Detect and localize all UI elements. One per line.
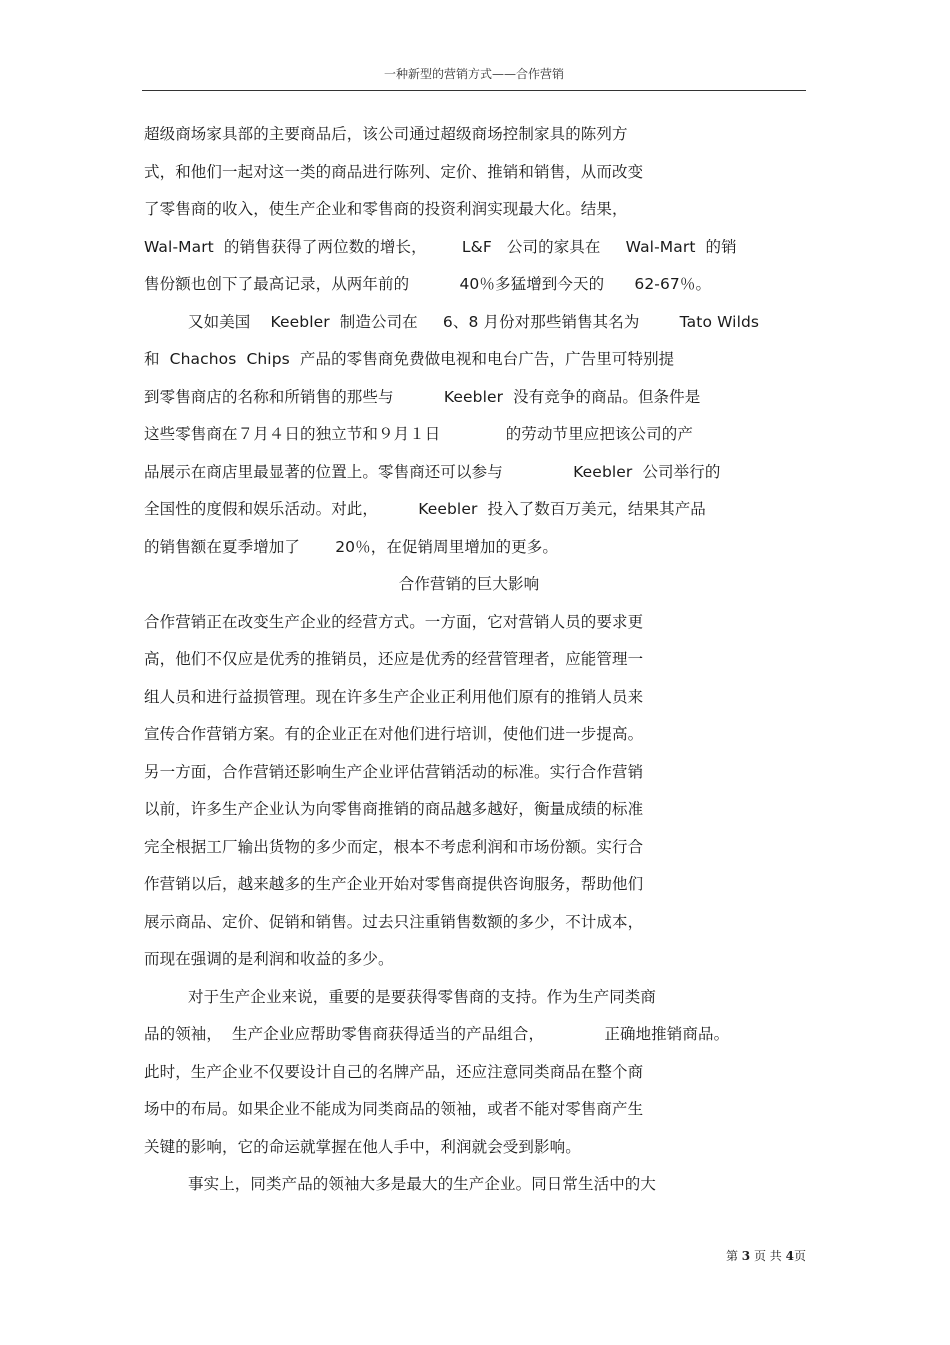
footer-suffix: 页 <box>793 1249 806 1263</box>
body-text-line: 另一方面，合作营销还影响生产企业评估营销活动的标准。实行合作营销 <box>144 762 644 781</box>
body-text-line: 而现在强调的是利润和收益的多少。 <box>144 950 394 968</box>
body-text-line: 对于生产企业来说，重要的是要获得零售商的支持。作为生产同类商 <box>188 987 657 1006</box>
page-footer <box>700 1247 806 1264</box>
body-text-line: 全国性的度假和娱乐活动。对此， Keebler 投入了数百万美元，结果其产品 <box>144 500 706 518</box>
footer-prefix: 第 <box>725 1249 738 1263</box>
body-text-line: 合作营销正在改变生产企业的经营方式。一方面，它对营销人员的要求更 <box>144 612 644 631</box>
body-text-line: 高，他们不仅应是优秀的推销员，还应是优秀的经营管理者，应能管理一 <box>144 650 644 668</box>
section-heading: 合作营销的巨大影响 <box>398 575 540 593</box>
body-text-line: 超级商场家具部的主要商品后，该公司通过超级商场控制家具的陈列方 <box>144 125 628 143</box>
body-text-line: 品的领袖， 生产企业应帮助零售商获得适当的产品组合， 正确地推销商品。 <box>144 1025 730 1043</box>
body-text-line: 完全根据工厂输出货物的多少而定，根本不考虑利润和市场份额。实行合 <box>144 837 644 856</box>
body-text-line: 式，和他们一起对这一类的商品进行陈列、定价、推销和销售，从而改变 <box>144 162 644 181</box>
body-text-line: 此时，生产企业不仅要设计自己的名牌产品，还应注意同类商品在整个商 <box>144 1062 644 1081</box>
body-text-line: 这些零售商在７月４日的独立节和９月１日 的劳动节里应把该公司的产 <box>144 425 693 443</box>
body-text-line: 以前，许多生产企业认为向零售商推销的商品越多越好，衡量成绩的标准 <box>144 800 644 818</box>
body-text-line: 事实上，同类产品的领袖大多是最大的生产企业。同日常生活中的大 <box>188 1175 657 1193</box>
body-text-line: 的销售额在夏季增加了 20％，在促销周里增加的更多。 <box>144 537 558 556</box>
page-header <box>142 64 806 91</box>
footer-current-page: 3 <box>741 1249 751 1263</box>
body-text-line: 又如美国 Keebler 制造公司在 6、8 月份对那些销售其名为 Tato Wilds <box>188 312 760 331</box>
body-text-line: 展示商品、定价、促销和销售。过去只注重销售数额的多少，不计成本， <box>144 912 644 931</box>
body-text-line: 组人员和进行益损管理。现在许多生产企业正利用他们原有的推销人员来 <box>144 687 644 706</box>
body-text-line: 宣传合作营销方案。有的企业正在对他们进行培训，使他们进一步提高。 <box>144 725 644 743</box>
body-text-line: 售份额也创下了最高记录，从两年前的 40％多猛增到今天的 62-67％。 <box>144 275 712 293</box>
document-body <box>144 116 814 1204</box>
body-text-line: 作营销以后，越来越多的生产企业开始对零售商提供咨询服务，帮助他们 <box>144 875 644 893</box>
body-text-line: 和 Chachos Chips 产品的零售商免费做电视和电台广告，广告里可特别提 <box>144 350 675 368</box>
footer-total-pages: 4 <box>785 1249 794 1263</box>
body-text-line: 品展示在商店里最显著的位置上。零售商还可以参与 Keebler 公司举行的 <box>144 462 721 481</box>
footer-middle: 页 共 <box>753 1249 782 1263</box>
body-text-line: 了零售商的收入，使生产企业和零售商的投资利润实现最大化。结果， <box>144 200 628 218</box>
body-text-line: Wal-Mart 的销售获得了两位数的增长， L&F 公司的家具在 Wal-Mart 的销 <box>144 237 737 256</box>
body-text-line: 到零售商店的名称和所销售的那些与 Keebler 没有竞争的商品。但条件是 <box>144 387 701 406</box>
header-title: 一种新型的营销方式——合作营销 <box>383 67 564 81</box>
body-text-line: 场中的布局。如果企业不能成为同类商品的领袖，或者不能对零售商产生 <box>144 1100 644 1118</box>
body-text-line: 关键的影响，它的命运就掌握在他人手中，利润就会受到影响。 <box>144 1137 581 1156</box>
